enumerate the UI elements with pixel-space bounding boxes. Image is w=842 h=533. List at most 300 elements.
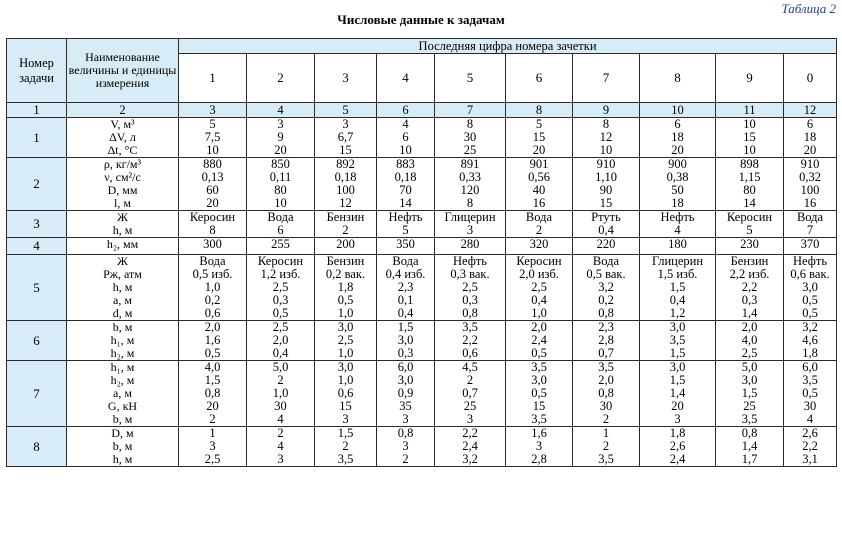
value: 30 [803, 400, 817, 413]
value: 892 [336, 158, 355, 171]
value-cell [435, 238, 506, 255]
value: 2,2 [462, 427, 478, 440]
value: 15 [339, 144, 352, 157]
value: 80 [743, 184, 756, 197]
value: 1,0 [337, 374, 354, 387]
value: 1,4 [741, 307, 758, 320]
value: 20 [206, 197, 219, 210]
value: Ртуть [591, 211, 621, 224]
value-cell [506, 238, 573, 255]
value: 2,0 [204, 321, 221, 334]
value: 15 [339, 400, 352, 413]
task-group-row [7, 321, 837, 361]
value-cell [640, 255, 716, 321]
quantity-label: Pж, атм [103, 268, 142, 281]
header-digit: 0 [784, 54, 837, 103]
value: 3,5 [598, 361, 614, 374]
value-cell [506, 321, 573, 361]
value: 3,0 [397, 334, 414, 347]
task-group-row [7, 158, 837, 211]
value: 1,0 [337, 307, 354, 320]
value: 0,5 [531, 347, 547, 360]
value: 10 [274, 197, 287, 210]
value: 1,5 [669, 347, 686, 360]
value: 2,0 [531, 321, 547, 334]
value: 0,13 [201, 171, 224, 184]
value-cell [179, 255, 247, 321]
quantity-labels-cell [67, 118, 179, 158]
value-cell [247, 321, 315, 361]
value: 0,4 [272, 347, 289, 360]
value: 8 [209, 224, 216, 237]
value: 3,5 [337, 453, 354, 466]
header-digit: 1 [179, 54, 247, 103]
value: 0,33 [459, 171, 481, 184]
value: 2,5 [204, 453, 221, 466]
quantity-labels-cell [67, 211, 179, 238]
value: 3 [402, 440, 409, 453]
value: 0,8 [204, 387, 221, 400]
quantity-label: ΔV, л [109, 131, 136, 144]
quantity-labels-cell [67, 158, 179, 211]
value-cell [640, 238, 716, 255]
value: 3,2 [598, 281, 614, 294]
value: 25 [743, 400, 756, 413]
task-group-row [7, 255, 837, 321]
value: 370 [800, 238, 820, 251]
value: 5 [402, 224, 409, 237]
value: 0,4 [531, 294, 547, 307]
value: Нефть [660, 211, 695, 224]
value: 1,5 [397, 321, 414, 334]
header-task-number: Номер задачи [7, 39, 67, 103]
quantity-label: h₁, м [110, 334, 135, 347]
value-cell [716, 255, 784, 321]
task-number-cell: 5 [7, 255, 67, 321]
value: 1,5 [669, 281, 686, 294]
value-cell [573, 321, 640, 361]
value: 3 [674, 413, 681, 426]
column-index: 6 [377, 103, 435, 118]
value: 4 [674, 224, 681, 237]
value: Вода [592, 255, 620, 268]
value: 3,0 [802, 281, 818, 294]
value: 1,5 изб. [657, 268, 698, 281]
header-quantity: Наименование величины и единицы измерения [67, 39, 179, 103]
value: 0,4 изб. [385, 268, 426, 281]
value: 901 [529, 158, 549, 171]
column-index: 2 [67, 103, 179, 118]
value-cell [247, 427, 315, 467]
value-cell [640, 118, 716, 158]
value-cell [640, 427, 716, 467]
value: 0,5 [802, 307, 818, 320]
quantity-label: h, м [112, 224, 133, 237]
value: 25 [463, 144, 477, 157]
value: 910 [800, 158, 820, 171]
value: 2,4 [669, 453, 686, 466]
value-cell [247, 238, 315, 255]
column-index: 5 [315, 103, 377, 118]
value: 8 [602, 118, 610, 131]
value: 20 [274, 144, 287, 157]
header-digit: 3 [315, 54, 377, 103]
value: 30 [599, 400, 613, 413]
value: 16 [532, 197, 546, 210]
value: 5 [746, 224, 753, 237]
task-number-cell: 2 [7, 158, 67, 211]
column-index: 8 [506, 103, 573, 118]
value: 1,5 [741, 387, 758, 400]
value: Керосин [516, 255, 562, 268]
value: 2,5 [337, 334, 354, 347]
value: 0,3 [462, 294, 478, 307]
quantity-label: h₂, м [110, 374, 135, 387]
value: 0,3 [397, 347, 414, 360]
value: 4 [277, 440, 284, 453]
value-cell [435, 118, 506, 158]
value-cell [179, 158, 247, 211]
value: 90 [599, 184, 613, 197]
value-cell [247, 158, 315, 211]
value: 3 [209, 440, 216, 453]
value: 0,8 [462, 307, 478, 320]
value: 3,0 [741, 374, 758, 387]
task-number-cell: 1 [7, 118, 67, 158]
value-cell [506, 211, 573, 238]
header-digit: 9 [716, 54, 784, 103]
value-cell [377, 118, 435, 158]
value: 0,2 [204, 294, 221, 307]
value: 12 [599, 131, 613, 144]
value: 14 [743, 197, 756, 210]
value: 0,4 [397, 307, 414, 320]
value-cell [377, 321, 435, 361]
value: 0,5 [337, 294, 354, 307]
value: 0,11 [269, 171, 292, 184]
value: 180 [668, 238, 687, 251]
value: 1,4 [741, 440, 758, 453]
value: 910 [596, 158, 616, 171]
value: 0,38 [666, 171, 689, 184]
value: 1,0 [204, 281, 221, 294]
value: 1,4 [669, 387, 686, 400]
column-index: 10 [640, 103, 716, 118]
value-cell [784, 427, 837, 467]
value: 2,4 [462, 440, 478, 453]
value: 18 [803, 131, 817, 144]
table-caption: Таблица 2 [781, 1, 836, 16]
quantity-labels-cell [67, 321, 179, 361]
value: 8 [466, 197, 474, 210]
value: Глицерин [444, 211, 496, 224]
value: 0,1 [397, 294, 414, 307]
value-cell [315, 427, 377, 467]
value: 6 [402, 131, 409, 144]
quantity-label: b, м [112, 413, 133, 426]
value-cell [247, 361, 315, 427]
value: 1,5 [337, 427, 354, 440]
value: 6 [806, 118, 814, 131]
value-cell [315, 211, 377, 238]
value-cell [573, 211, 640, 238]
value: 6 [674, 118, 681, 131]
value: 0,5 изб. [192, 268, 233, 281]
value-cell [640, 321, 716, 361]
value: 3,1 [802, 453, 818, 466]
value: 1,6 [531, 427, 547, 440]
value: 2 [277, 427, 284, 440]
task-number-cell: 3 [7, 211, 67, 238]
task-group-row [7, 238, 837, 255]
value: 2,3 [397, 281, 414, 294]
value-cell [784, 238, 837, 255]
task-group-row [7, 427, 837, 467]
value: 2 [402, 453, 409, 466]
value: 2,0 [598, 374, 614, 387]
value-cell [573, 238, 640, 255]
value: 2 [602, 440, 610, 453]
value: 0,6 [337, 387, 354, 400]
quantity-label: D, м [111, 427, 134, 440]
value: 0,6 [462, 347, 478, 360]
value: 30 [274, 400, 287, 413]
value: 0,5 [802, 387, 818, 400]
value: 6,7 [337, 131, 354, 144]
value-cell [377, 238, 435, 255]
value: 80 [274, 184, 287, 197]
quantity-label: h, м [112, 281, 133, 294]
column-index: 1 [7, 103, 67, 118]
value-cell [506, 255, 573, 321]
column-index-row [7, 103, 837, 118]
quantity-labels-cell [67, 361, 179, 427]
value: 6 [277, 224, 284, 237]
value: 883 [396, 158, 415, 171]
value: 2,0 [741, 321, 758, 334]
value: 1,5 [204, 374, 221, 387]
value-cell [506, 158, 573, 211]
value-cell [435, 321, 506, 361]
value: 0,6 вак. [790, 268, 830, 281]
header-last-digit: Последняя цифра номера зачетки [179, 39, 837, 54]
header-digit: 5 [435, 54, 506, 103]
value: 20 [803, 144, 817, 157]
task-number-cell: 4 [7, 238, 67, 255]
value: 3,5 [462, 321, 478, 334]
value-cell [716, 321, 784, 361]
value: 230 [740, 238, 759, 251]
value: 0,4 [598, 224, 614, 237]
task-number-cell: 7 [7, 361, 67, 427]
value-cell [315, 238, 377, 255]
value: 3,0 [669, 321, 686, 334]
quantity-label: a, м [113, 294, 132, 307]
quantity-label: b, м [112, 440, 133, 453]
table-title: Числовые данные к задачам [337, 12, 505, 27]
value: 10 [743, 144, 756, 157]
value: 4,0 [741, 334, 758, 347]
value: Бензин [326, 211, 365, 224]
value-cell [573, 255, 640, 321]
quantity-label: Ж [117, 211, 128, 224]
value: 0,3 вак. [450, 268, 490, 281]
value: 2,6 [669, 440, 686, 453]
value: Керосин [257, 255, 304, 268]
value: Бензин [730, 255, 769, 268]
value: 0,9 [397, 387, 414, 400]
value: 10 [399, 144, 412, 157]
value: 0,5 [802, 294, 818, 307]
value: 0,7 [462, 387, 478, 400]
quantity-label: d, м [112, 307, 133, 320]
value: 3 [277, 453, 284, 466]
value-cell [377, 427, 435, 467]
value: 1,8 [669, 427, 686, 440]
value: 0,8 [741, 427, 758, 440]
value-cell [435, 211, 506, 238]
value: 2 [209, 413, 216, 426]
header-digit: 4 [377, 54, 435, 103]
value: 20 [671, 144, 684, 157]
value: 2,5 [531, 281, 547, 294]
value: 60 [206, 184, 219, 197]
value: 3,5 [531, 413, 547, 426]
value: 2 [535, 224, 543, 237]
value: 0,18 [394, 171, 417, 184]
value: Керосин [726, 211, 773, 224]
value: 2,0 изб. [519, 268, 559, 281]
value: 6,0 [802, 361, 818, 374]
value: 1,8 [802, 347, 818, 360]
value: 1,10 [595, 171, 617, 184]
value: Вода [796, 211, 824, 224]
header-digit: 8 [640, 54, 716, 103]
quantity-label: ν, см²/с [104, 171, 141, 184]
value: Бензин [326, 255, 365, 268]
value: 2 [602, 413, 610, 426]
value: 1 [602, 427, 610, 440]
value: 255 [271, 238, 290, 251]
value: 1,0 [337, 347, 354, 360]
value: 3,5 [669, 334, 686, 347]
value: 320 [529, 238, 549, 251]
value: 3,2 [462, 453, 478, 466]
header-digit: 7 [573, 54, 640, 103]
value: 0,2 вак. [325, 268, 366, 281]
value: 15 [743, 131, 756, 144]
value: 10 [206, 144, 219, 157]
value: 0,56 [528, 171, 550, 184]
value: 3,2 [802, 321, 818, 334]
value: 0,5 [272, 307, 289, 320]
value: 9 [277, 131, 284, 144]
task-group-row [7, 361, 837, 427]
value: 4,5 [462, 361, 478, 374]
value: 3,0 [669, 361, 686, 374]
value: 4 [402, 118, 409, 131]
value: 2,5 [741, 347, 758, 360]
value-cell [435, 255, 506, 321]
value: 3,5 [598, 453, 614, 466]
value: 280 [460, 238, 480, 251]
value: 14 [399, 197, 412, 210]
value: 2,2 изб. [729, 268, 770, 281]
value-cell [716, 211, 784, 238]
value: 3,0 [337, 321, 354, 334]
header-digit: 2 [247, 54, 315, 103]
value: 1,6 [204, 334, 221, 347]
value-cell [377, 255, 435, 321]
header-digit: 6 [506, 54, 573, 103]
value: 3 [277, 118, 284, 131]
value: 15 [599, 197, 613, 210]
value: 0,32 [799, 171, 821, 184]
value: 0,3 [741, 294, 758, 307]
value: 3,0 [337, 361, 354, 374]
value: 3,5 [802, 374, 818, 387]
value: 5,0 [272, 361, 289, 374]
value: 4,6 [802, 334, 818, 347]
value-cell [506, 361, 573, 427]
value: 898 [740, 158, 759, 171]
value-cell [247, 211, 315, 238]
value: 2 [342, 440, 349, 453]
value: 15 [532, 131, 546, 144]
value: 891 [460, 158, 480, 171]
value: 0,4 [669, 294, 686, 307]
value: 3,0 [397, 374, 414, 387]
task-group-row [7, 211, 837, 238]
value: 1,0 [272, 387, 289, 400]
value: 25 [463, 400, 477, 413]
value: 10 [743, 118, 756, 131]
value: 1,2 изб. [260, 268, 301, 281]
value: 2,8 [598, 334, 614, 347]
value: 16 [803, 197, 817, 210]
value: 0,18 [334, 171, 357, 184]
value: 3 [466, 224, 474, 237]
value: 3 [402, 413, 409, 426]
quantity-label: h₁, м [110, 361, 135, 374]
value: 15 [532, 400, 546, 413]
value-cell [247, 255, 315, 321]
value: Нефть [453, 255, 487, 268]
value: 3,5 [741, 413, 758, 426]
value: 4 [806, 413, 814, 426]
quantity-label: h, м [112, 453, 133, 466]
quantity-labels-cell [67, 427, 179, 467]
task-number-cell: 8 [7, 427, 67, 467]
value: 3 [466, 413, 474, 426]
value-cell [716, 238, 784, 255]
value: 1,5 [669, 374, 686, 387]
quantity-label: Δt, °C [107, 144, 138, 157]
value-cell [247, 118, 315, 158]
value-cell [179, 118, 247, 158]
column-index: 7 [435, 103, 506, 118]
value: 0,6 [204, 307, 221, 320]
value: 8 [466, 118, 474, 131]
value: 3 [342, 413, 349, 426]
value: 2,2 [802, 440, 818, 453]
value: 50 [671, 184, 684, 197]
task-group-row [7, 118, 837, 158]
value: 0,8 [598, 387, 614, 400]
value: Глицерин [651, 255, 704, 268]
value-cell [435, 158, 506, 211]
value: 2,5 [272, 281, 289, 294]
